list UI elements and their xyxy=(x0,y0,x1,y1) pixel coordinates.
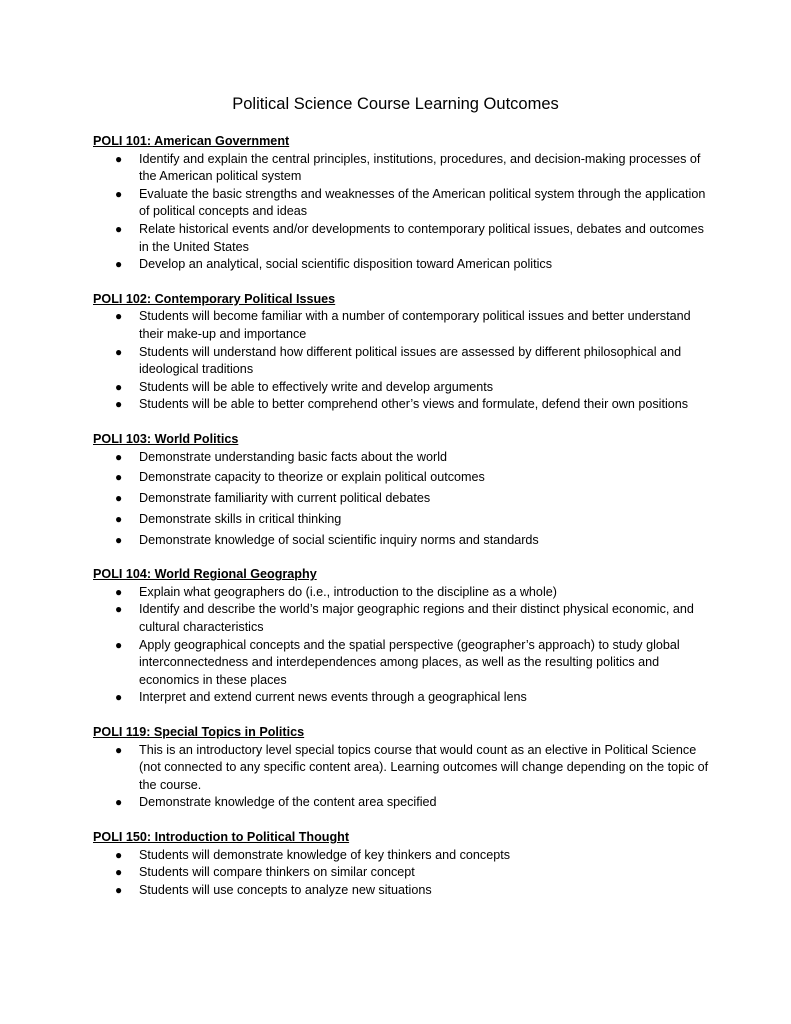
outcome-text: Identify and describe the world’s major geographic regions and their distinct physical economic, and cultural characteristics xyxy=(139,602,694,634)
outcome-item xyxy=(93,256,713,274)
bullet-icon: ● xyxy=(115,637,123,652)
outcome-text: Students will become familiar with a number of contemporary political issues and better understand their make-up and importance xyxy=(139,309,691,341)
outcome-item xyxy=(93,396,713,414)
outcome-item xyxy=(93,584,713,602)
outcome-item xyxy=(93,449,713,467)
bullet-icon: ● xyxy=(115,186,123,201)
outcome-text: This is an introductory level special topics course that would count as an elective in Political Science (not connected to any specific content area). Learning outcomes will change depending on the topic of the course. xyxy=(139,742,709,792)
outcome-text: Demonstrate understanding basic facts about the world xyxy=(139,449,448,464)
bullet-icon: ● xyxy=(115,257,123,272)
outcome-text: Develop an analytical, social scientific disposition toward American politics xyxy=(139,257,552,272)
outcome-text: Demonstrate capacity to theorize or explain political outcomes xyxy=(139,470,485,485)
outcome-item xyxy=(93,847,713,865)
outcome-item xyxy=(93,221,713,256)
document-title: Political Science Course Learning Outcomes xyxy=(232,95,559,113)
outcome-text: Evaluate the basic strengths and weaknesses of the American political system through the application of political concepts and ideas xyxy=(139,186,706,219)
outcome-text: Students will compare thinkers on similar concept xyxy=(139,865,415,880)
bullet-icon: ● xyxy=(115,690,123,705)
outcome-text: Students will be able to effectively write and develop arguments xyxy=(139,379,493,394)
outcome-item xyxy=(93,532,713,550)
outcome-item xyxy=(93,689,713,707)
course-sections xyxy=(93,133,713,916)
outcome-text: Demonstrate knowledge of the content area specified xyxy=(139,795,437,810)
bullet-icon: ● xyxy=(115,532,123,547)
outcome-item xyxy=(93,308,713,343)
outcome-item xyxy=(93,794,713,812)
bullet-icon: ● xyxy=(115,344,123,359)
outcome-text: Demonstrate skills in critical thinking xyxy=(139,511,342,526)
bullet-icon: ● xyxy=(115,882,123,897)
outcome-text: Explain what geographers do (i.e., introduction to the discipline as a whole) xyxy=(139,584,557,599)
outcome-item xyxy=(93,379,713,397)
bullet-icon: ● xyxy=(115,397,123,412)
outcome-list xyxy=(93,584,713,707)
course-heading: POLI 102: Contemporary Political Issues xyxy=(93,291,336,306)
outcome-item xyxy=(93,511,713,529)
course-section-poli-119 xyxy=(93,724,713,812)
outcome-item xyxy=(93,186,713,221)
outcome-item xyxy=(93,469,713,487)
outcome-item xyxy=(93,742,713,795)
outcome-text: Students will be able to better comprehend other’s views and formulate, defend their own positions xyxy=(139,397,689,412)
course-heading: POLI 103: World Politics xyxy=(93,431,239,446)
outcome-text: Demonstrate familiarity with current political debates xyxy=(139,491,431,506)
bullet-icon: ● xyxy=(115,221,123,236)
bullet-icon: ● xyxy=(115,491,123,506)
course-heading: POLI 104: World Regional Geography xyxy=(93,567,317,582)
outcome-list xyxy=(93,847,713,900)
outcome-item xyxy=(93,151,713,186)
outcome-item xyxy=(93,344,713,379)
outcome-text: Relate historical events and/or developments to contemporary political issues, debates and outcomes in the United States xyxy=(139,221,704,254)
bullet-icon: ● xyxy=(115,847,123,862)
course-heading: POLI 150: Introduction to Political Thought xyxy=(93,829,350,844)
outcome-item xyxy=(93,637,713,690)
course-heading: POLI 119: Special Topics in Politics xyxy=(93,724,305,739)
bullet-icon: ● xyxy=(115,379,123,394)
bullet-icon: ● xyxy=(115,449,123,464)
course-section-poli-101 xyxy=(93,133,713,274)
course-heading: POLI 101: American Government xyxy=(93,134,290,148)
outcome-item xyxy=(93,882,713,900)
outcome-list xyxy=(93,151,713,274)
course-section-poli-150 xyxy=(93,829,713,899)
outcome-text: Students will demonstrate knowledge of key thinkers and concepts xyxy=(139,847,511,862)
bullet-icon: ● xyxy=(115,795,123,810)
bullet-icon: ● xyxy=(115,865,123,880)
bullet-icon: ● xyxy=(115,151,123,166)
outcome-text: Identify and explain the central principles, institutions, procedures, and decision-making processes of the American political system xyxy=(139,151,701,184)
bullet-icon: ● xyxy=(115,602,123,617)
outcome-item xyxy=(93,490,713,508)
outcome-list xyxy=(93,308,713,414)
outcome-text: Demonstrate knowledge of social scientific inquiry norms and standards xyxy=(139,532,539,547)
course-section-poli-103 xyxy=(93,431,713,549)
bullet-icon: ● xyxy=(115,470,123,485)
bullet-icon: ● xyxy=(115,511,123,526)
outcome-item xyxy=(93,601,713,636)
outcome-list xyxy=(93,742,713,812)
outcome-list xyxy=(93,449,713,550)
outcome-text: Interpret and extend current news events through a geographical lens xyxy=(139,690,527,705)
outcome-text: Students will understand how different political issues are assessed by different philosophical and ideological traditions xyxy=(139,344,682,377)
course-section-poli-104 xyxy=(93,566,713,707)
outcome-text: Students will use concepts to analyze new situations xyxy=(139,882,432,897)
outcome-text: Apply geographical concepts and the spatial perspective (geographer’s approach) to study global interconnectedness and interdependences among places, as well as the resulting politics and economics in these places xyxy=(139,637,680,687)
bullet-icon: ● xyxy=(115,584,123,599)
course-section-poli-102 xyxy=(93,291,713,414)
bullet-icon: ● xyxy=(115,742,123,757)
bullet-icon: ● xyxy=(115,309,123,324)
outcome-item xyxy=(93,864,713,882)
